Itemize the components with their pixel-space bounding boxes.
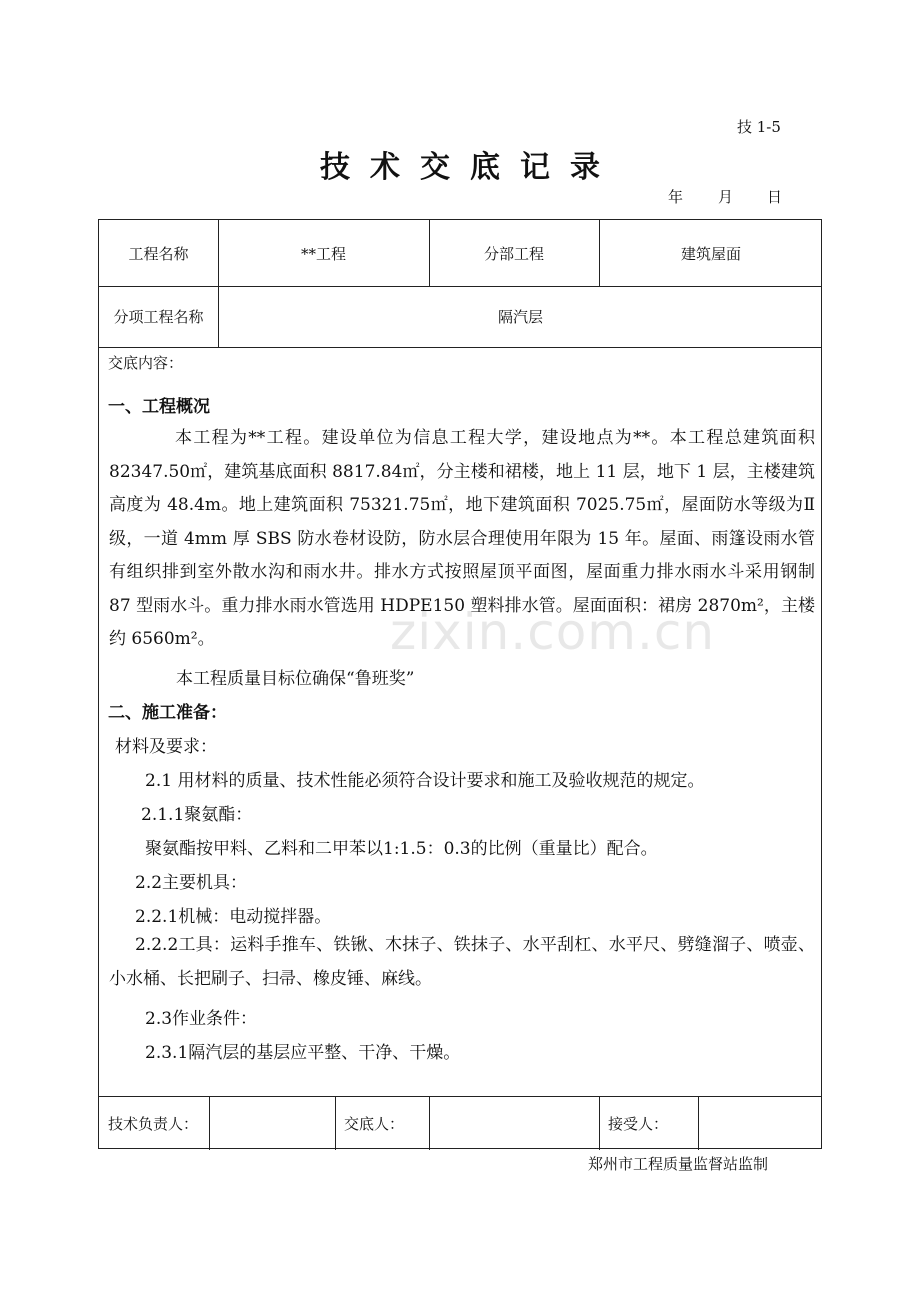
item-2-3-1: 2.3.1隔汽层的基层应平整、干净、干燥。 <box>145 1043 461 1063</box>
project-name-value: **工程 <box>300 244 346 263</box>
date-day: 日 <box>767 188 783 206</box>
division-label: 分部工程 <box>483 244 544 263</box>
item-2-2-2: 2.2.2工具：运料手推车、铁锹、木抹子、铁抹子、水平刮杠、水平尺、劈缝溜子、喷壶、小水桶、长把刷子、扫帚、橡皮锤、麻线。 <box>109 935 815 989</box>
item-2-1-1: 2.1.1聚氨酯： <box>141 805 253 825</box>
date-month: 月 <box>718 188 734 206</box>
item-2-2-1: 2.2.1机械：电动搅拌器。 <box>135 907 332 927</box>
content-label: 交底内容： <box>108 354 184 372</box>
division-value: 建筑屋面 <box>680 244 741 263</box>
item-2-1-1-text: 聚氨酯按甲料、乙料和二甲苯以1:1.5：0.3的比例（重量比）配合。 <box>145 839 658 859</box>
tech-lead-signature-field[interactable] <box>209 1096 335 1150</box>
row-divider <box>99 347 821 348</box>
document-title: 技术交底记录 <box>320 150 620 185</box>
subitem-label: 分项工程名称 <box>113 308 204 326</box>
project-overview-paragraph: 本工程为**工程。建设单位为信息工程大学，建设地点为**。本工程总建筑面积 82347.50㎡，建筑基底面积 8817.84㎡，分主楼和裙楼，地上 11 层，地下 1 层，主楼建筑高度为 48.4m。地上建筑面积 75321.75㎡，地下建筑面积 7025.75㎡，屋面防水等级为Ⅱ级，一道 4mm 厚 SBS 防水卷材设防，防水层合理使用年限为 15 年。屋面、雨篷设雨水管有组织排到室外散水沟和雨水井。排水方式按照屋顶平面图，屋面重力排水雨水斗采用钢制 87 型雨水斗。重力排水雨水管选用 HDPE150 塑料排水管。屋面面积：裙房 2870m²，主楼约 6560m²。 <box>109 428 815 649</box>
section-2-title: 二、施工准备： <box>108 703 227 723</box>
tech-lead-label: 技术负责人： <box>108 1114 199 1133</box>
receiver-label: 接受人： <box>608 1114 669 1133</box>
item-2-2: 2.2主要机具： <box>135 873 248 893</box>
section-1-title: 一、工程概况 <box>108 397 210 417</box>
project-name-label: 工程名称 <box>128 244 189 263</box>
receiver-signature-field[interactable] <box>698 1096 823 1150</box>
watermark: zixin.com.cn <box>390 603 716 661</box>
supervisor-note: 郑州市工程质量监督站监制 <box>588 1155 769 1173</box>
discloser-label: 交底人： <box>344 1114 405 1133</box>
date-year: 年 <box>668 188 684 206</box>
discloser-signature-field[interactable] <box>429 1096 599 1150</box>
subitem-value: 隔汽层 <box>497 308 543 326</box>
materials-label: 材料及要求： <box>115 737 217 757</box>
disclosure-form <box>98 219 822 1149</box>
item-2-1: 2.1 用材料的质量、技术性能必须符合设计要求和施工及验收规范的规定。 <box>145 771 705 791</box>
item-2-3: 2.3作业条件： <box>145 1009 258 1029</box>
form-code: 技 1-5 <box>737 118 781 136</box>
quality-goal: 本工程质量目标位确保“鲁班奖” <box>176 669 415 689</box>
